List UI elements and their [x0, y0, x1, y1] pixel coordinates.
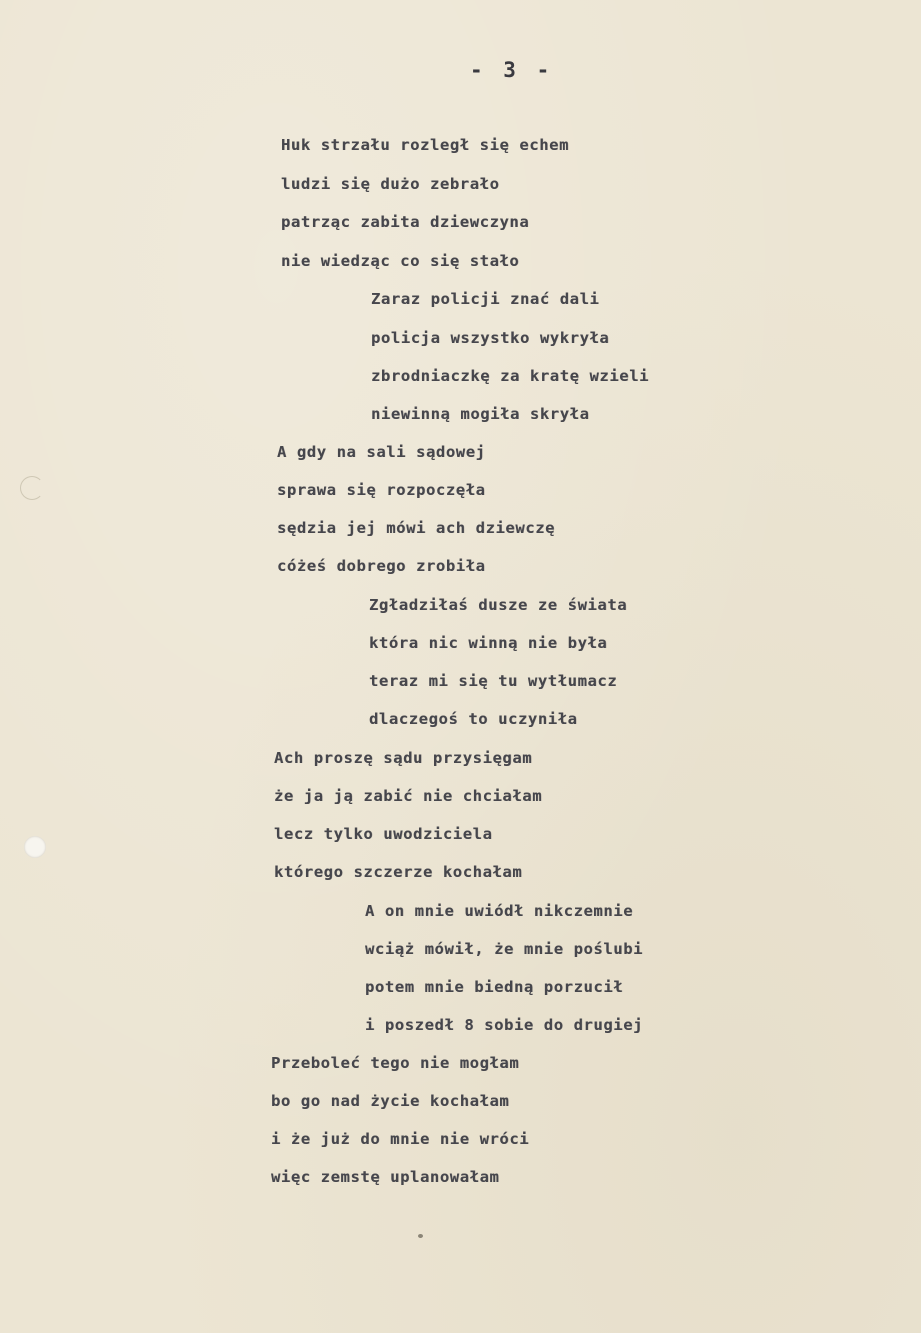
poem-line: Przeboleć tego nie mogłam: [271, 1054, 520, 1072]
poem-line: i poszedł 8 sobie do drugiej: [365, 1016, 644, 1034]
poem-line: bo go nad życie kochałam: [271, 1092, 510, 1110]
poem-line: sędzia jej mówi ach dziewczę: [277, 519, 556, 537]
poem-line: i że już do mnie nie wróci: [271, 1130, 530, 1148]
poem-line: Huk strzału rozległ się echem: [281, 136, 570, 154]
poem-line: sprawa się rozpoczęła: [277, 481, 486, 499]
poem-line: lecz tylko uwodziciela: [274, 825, 493, 843]
poem-line: więc zemstę uplanowałam: [271, 1168, 500, 1186]
poem-line: zbrodniaczkę za kratę wzieli: [371, 367, 650, 385]
poem-line: Zgładziłaś dusze ze świata: [369, 596, 628, 614]
page-number: - 3 -: [470, 58, 554, 82]
poem-line: patrząc zabita dziewczyna: [281, 213, 530, 231]
poem-line: potem mnie biedną porzucił: [365, 978, 624, 996]
poem-line: A on mnie uwiódł nikczemnie: [365, 902, 634, 920]
poem-line: A gdy na sali sądowej: [277, 443, 486, 461]
punch-hole-mark: [20, 476, 44, 500]
poem-line: dlaczegoś to uczyniła: [369, 710, 578, 728]
poem-line: wciąż mówił, że mnie poślubi: [365, 940, 644, 958]
poem-line: Ach proszę sądu przysięgam: [274, 749, 533, 767]
poem-line: cóżeś dobrego zrobiła: [277, 557, 486, 575]
poem-line: że ja ją zabić nie chciałam: [274, 787, 543, 805]
poem-line: ludzi się dużo zebrało: [281, 175, 500, 193]
poem-line: którego szczerze kochałam: [274, 863, 523, 881]
poem-line: niewinną mogiła skryła: [371, 405, 590, 423]
poem-line: teraz mi się tu wytłumacz: [369, 672, 618, 690]
ink-speck: [418, 1234, 423, 1238]
poem-line: policja wszystko wykryła: [371, 329, 610, 347]
poem-line: Zaraz policji znać dali: [371, 290, 600, 308]
poem-line: nie wiedząc co się stało: [281, 252, 520, 270]
punch-hole: [24, 836, 46, 858]
poem-line: która nic winną nie była: [369, 634, 608, 652]
